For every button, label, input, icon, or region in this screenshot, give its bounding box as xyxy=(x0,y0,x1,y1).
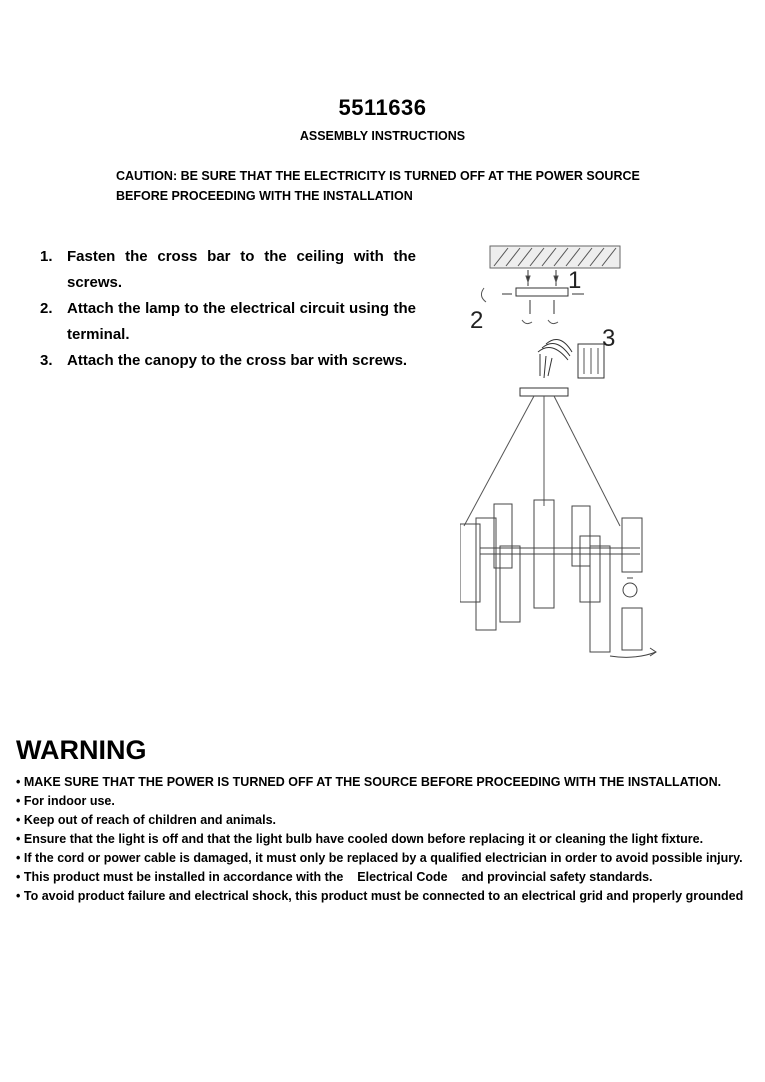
page-subtitle: ASSEMBLY INSTRUCTIONS xyxy=(299,129,466,143)
warning-item xyxy=(16,811,748,830)
bullet: • xyxy=(16,851,21,865)
assembly-steps xyxy=(40,244,416,374)
warning-item xyxy=(16,849,748,868)
step-item xyxy=(40,296,416,348)
caution-line-2: BEFORE PROCEEDING WITH THE INSTALLATION xyxy=(116,189,413,203)
step-item xyxy=(40,348,416,374)
warning-text: This product must be installed in accordance with the Electrical Code and provincial safety standards. xyxy=(23,870,653,884)
warning-text: To avoid product failure and electrical shock, this product must be connected to an electrical grid and properly grounded xyxy=(23,889,744,903)
step-text: Attach the canopy to the cross bar with screws. xyxy=(67,352,408,369)
warning-heading: WARNING xyxy=(16,735,147,765)
step-number: 1. xyxy=(40,248,53,265)
warning-item xyxy=(16,792,748,811)
warning-item xyxy=(16,773,748,792)
canopy-illustration xyxy=(464,388,620,526)
bullet: • xyxy=(16,832,21,846)
callout-2: 2 xyxy=(470,307,484,334)
warning-text: MAKE SURE THAT THE POWER IS TURNED OFF AT THE SOURCE BEFORE PROCEEDING WITH THE INSTALLATION. xyxy=(23,775,722,789)
callout-1: 1 xyxy=(568,267,582,294)
caution-notice xyxy=(116,166,676,206)
bullet: • xyxy=(16,775,21,789)
step-text: Attach the lamp to the electrical circuit using the terminal. xyxy=(67,300,416,343)
bullet: • xyxy=(16,870,21,884)
callout-3: 3 xyxy=(602,325,616,352)
ceiling-illustration xyxy=(490,246,620,268)
warning-text: If the cord or power cable is damaged, it must only be replaced by a qualified electrician in order to avoid possible injury. xyxy=(23,851,743,865)
step-number: 2. xyxy=(40,300,53,317)
installation-diagram xyxy=(460,236,670,666)
caution-line-1: CAUTION: BE SURE THAT THE ELECTRICITY IS TURNED OFF AT THE POWER SOURCE xyxy=(116,169,640,183)
bullet: • xyxy=(16,794,21,808)
warning-item xyxy=(16,887,748,906)
warning-text: For indoor use. xyxy=(23,794,115,808)
bullet: • xyxy=(16,813,21,827)
warning-list xyxy=(16,773,748,906)
step-number: 3. xyxy=(40,352,53,369)
step-text: Fasten the cross bar to the ceiling with the screws. xyxy=(67,248,416,291)
terminal-illustration xyxy=(538,340,604,379)
warning-text: Keep out of reach of children and animals. xyxy=(23,813,277,827)
bullet: • xyxy=(16,889,21,903)
lamp-body-illustration xyxy=(460,500,656,657)
step-item xyxy=(40,244,416,296)
warning-item xyxy=(16,868,748,887)
warning-item xyxy=(16,830,748,849)
warning-text: Ensure that the light is off and that the light bulb have cooled down before replacing it or cleaning the light fixture. xyxy=(23,832,704,846)
page-title: 5511636 xyxy=(338,95,427,120)
